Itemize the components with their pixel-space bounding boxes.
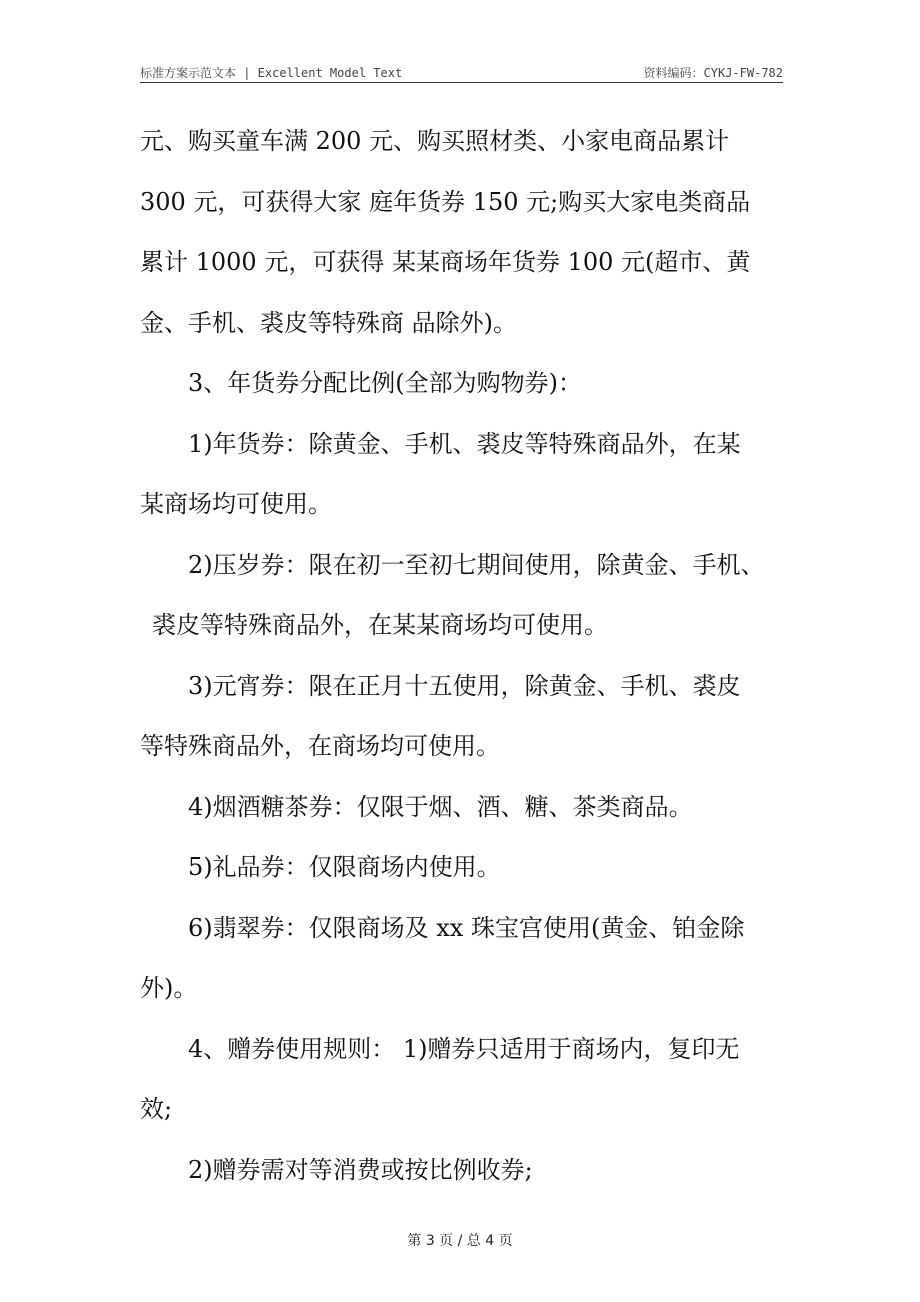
- text-line: 某商场均可使用。: [140, 490, 332, 518]
- list-item: 2)赠券需对等消费或按比例收券;: [188, 1155, 533, 1184]
- list-item: 6)翡翠券：仅限商场及 xx 珠宝宫使用(黄金、铂金除: [188, 913, 745, 942]
- text-line: 外)。: [140, 974, 198, 1002]
- text-line: 元、购买童车满 200 元、购买照材类、小家电商品累计: [140, 127, 730, 155]
- section-heading: 4、赠券使用规则： 1)赠券只适用于商场内，复印无: [188, 1034, 740, 1063]
- text-line: 裘皮等特殊商品外，在某某商场均可使用。: [152, 611, 608, 639]
- list-item: 3)元宵券：限在正月十五使用，除黄金、手机、裘皮: [188, 671, 741, 700]
- page-header: [140, 62, 783, 83]
- document-body: [140, 116, 780, 1205]
- header-title: 标准方案示范文本 | Excellent Model Text: [140, 66, 403, 80]
- page-number: 第 3 页 / 总 4 页: [407, 1233, 513, 1249]
- document-code: 资料编码：CYKJ-FW-782: [643, 66, 783, 80]
- text-line: 效;: [140, 1095, 173, 1123]
- page-footer: [0, 1230, 920, 1250]
- list-item: 4)烟酒糖茶券：仅限于烟、酒、糖、茶类商品。: [188, 792, 693, 821]
- text-line: 300 元，可获得大家 庭年货券 150 元;购买大家电类商品: [140, 187, 751, 216]
- section-heading: 3、年货券分配比例(全部为购物券)：: [188, 369, 582, 397]
- text-line: 等特殊商品外，在商场均可使用。: [140, 732, 500, 760]
- text-line: 累计 1000 元，可获得 某某商场年货券 100 元(超市、黄: [140, 248, 751, 276]
- text-line: 金、手机、裘皮等特殊商 品除外)。: [140, 308, 517, 337]
- list-item: 5)礼品券：仅限商场内使用。: [188, 853, 501, 881]
- list-item: 2)压岁券：限在初一至初七期间使用，除黄金、手机、: [188, 550, 765, 579]
- list-item: 1)年货券：除黄金、手机、裘皮等特殊商品外，在某: [188, 429, 741, 458]
